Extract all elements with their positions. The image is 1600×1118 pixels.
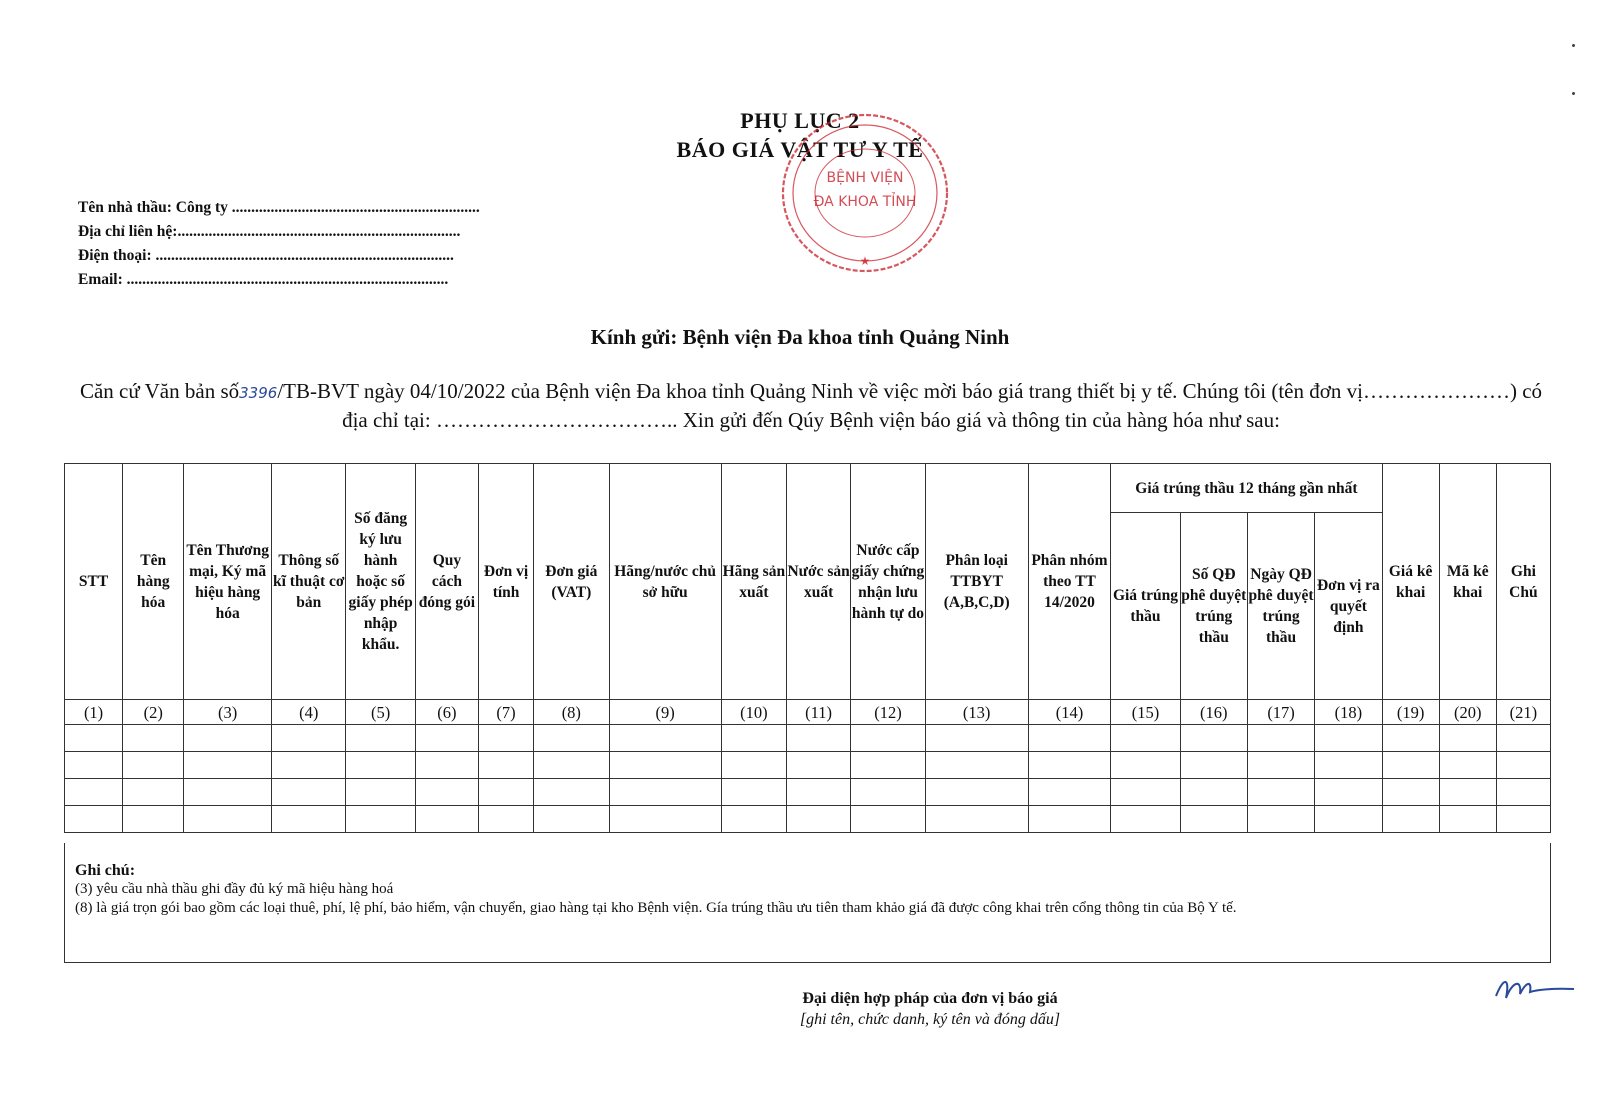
- table-cell: [534, 806, 609, 833]
- table-cell: [346, 725, 415, 752]
- table-cell: [925, 725, 1028, 752]
- col-header: Thông số kĩ thuật cơ bản: [272, 464, 346, 700]
- col-header: Quy cách đóng gói: [415, 464, 478, 700]
- table-cell: [925, 779, 1028, 806]
- table-cell: [1496, 806, 1550, 833]
- quotation-table: [64, 463, 1551, 833]
- intro-paragraph: [76, 378, 1546, 434]
- table-cell: [1439, 779, 1496, 806]
- col-header: Hãng sản xuất: [721, 464, 786, 700]
- col-header: Giá trúng thầu: [1111, 513, 1180, 700]
- col-header: Ghi Chú: [1496, 464, 1550, 700]
- table-cell: [851, 779, 925, 806]
- table-cell: [415, 806, 478, 833]
- table-cell: [184, 725, 272, 752]
- col-index: (15): [1111, 700, 1180, 725]
- table-cell: [479, 806, 534, 833]
- col-header: Hãng/nước chủ sở hữu: [609, 464, 721, 700]
- col-index: (21): [1496, 700, 1550, 725]
- table-cell: [609, 806, 721, 833]
- col-header: Giá kê khai: [1382, 464, 1439, 700]
- col-header: Ngày QĐ phê duyệt trúng thầu: [1247, 513, 1314, 700]
- table-cell: [123, 779, 184, 806]
- table-cell: [786, 806, 850, 833]
- signature-title: Đại diện hợp pháp của đơn vị báo giá: [802, 990, 1058, 1007]
- index-row: [65, 700, 1551, 725]
- table-cell: [1315, 806, 1382, 833]
- table-cell: [1382, 752, 1439, 779]
- table-cell: [1439, 806, 1496, 833]
- contractor-info: [78, 196, 480, 292]
- table-cell: [925, 806, 1028, 833]
- col-index: (6): [415, 700, 478, 725]
- table-cell: [346, 779, 415, 806]
- table-cell: [851, 806, 925, 833]
- col-index: (18): [1315, 700, 1382, 725]
- notes-title: Ghi chú:: [75, 862, 136, 879]
- table-cell: [272, 806, 346, 833]
- stamp-text-top: BỆNH VIỆN: [826, 170, 904, 186]
- table-cell: [786, 779, 850, 806]
- scan-dot: [1572, 92, 1575, 95]
- table-cell: [851, 752, 925, 779]
- table-cell: [184, 779, 272, 806]
- table-cell: [479, 779, 534, 806]
- notes-line: (8) là giá trọn gói bao gồm các loại thuê, phí, lệ phí, bảo hiểm, vận chuyển, giao hàng tại kho Bệnh viện. Gía trúng thầu ưu tiên tham khảo giá đã được công khai trên cổng thông tin của Bộ Y tế.: [75, 900, 1237, 916]
- table-cell: [1247, 752, 1314, 779]
- col-index: (11): [786, 700, 850, 725]
- table-row: [65, 779, 1551, 806]
- handwritten-doc-number: 3396: [239, 384, 278, 402]
- table-cell: [415, 779, 478, 806]
- table-cell: [1180, 725, 1247, 752]
- stamp-text-bottom: ĐA KHOA TỈNH: [813, 194, 917, 210]
- table-cell: [609, 752, 721, 779]
- col-header: Nước sản xuất: [786, 464, 850, 700]
- notes-line: (3) yêu cầu nhà thầu ghi đầy đủ ký mã hiệu hàng hoá: [75, 881, 394, 897]
- table-cell: [272, 725, 346, 752]
- col-index: (13): [925, 700, 1028, 725]
- table-cell: [1028, 806, 1111, 833]
- table-cell: [65, 779, 123, 806]
- table-cell: [1439, 752, 1496, 779]
- col-index: (17): [1247, 700, 1314, 725]
- document-title: BÁO GIÁ VẬT TƯ Y TẾ: [676, 137, 924, 162]
- col-index: (7): [479, 700, 534, 725]
- table-cell: [346, 752, 415, 779]
- table-cell: [1111, 725, 1180, 752]
- group-header: Giá trúng thầu 12 tháng gần nhất: [1111, 464, 1382, 513]
- table-cell: [272, 752, 346, 779]
- notes-box: [64, 843, 1551, 963]
- blank-rows: [65, 725, 1551, 833]
- col-header: Phân nhóm theo TT 14/2020: [1028, 464, 1111, 700]
- col-header: STT: [65, 464, 123, 700]
- col-header: Mã kê khai: [1439, 464, 1496, 700]
- table-cell: [1315, 779, 1382, 806]
- table-cell: [65, 806, 123, 833]
- table-cell: [479, 725, 534, 752]
- table-cell: [1382, 725, 1439, 752]
- svg-text:★: ★: [859, 254, 871, 268]
- table-cell: [609, 725, 721, 752]
- table-cell: [1247, 806, 1314, 833]
- table-cell: [721, 725, 786, 752]
- table-cell: [925, 752, 1028, 779]
- col-index: (16): [1180, 700, 1247, 725]
- table-cell: [184, 752, 272, 779]
- table-cell: [1028, 752, 1111, 779]
- table-cell: [1180, 806, 1247, 833]
- table-cell: [721, 779, 786, 806]
- col-index: (3): [184, 700, 272, 725]
- col-index: (1): [65, 700, 123, 725]
- table-cell: [1496, 779, 1550, 806]
- table-cell: [1180, 752, 1247, 779]
- table-cell: [415, 752, 478, 779]
- table-cell: [786, 752, 850, 779]
- table-cell: [721, 752, 786, 779]
- handwritten-initials: [1492, 968, 1577, 1008]
- table-cell: [1496, 725, 1550, 752]
- contractor-name: Tên nhà thầu: Công ty ................................................................: [78, 199, 480, 216]
- col-header: Tên hàng hóa: [123, 464, 184, 700]
- col-index: (20): [1439, 700, 1496, 725]
- table-cell: [272, 779, 346, 806]
- table-cell: [1315, 725, 1382, 752]
- contractor-address: Địa chỉ liên hệ:.........................................................................: [78, 223, 461, 240]
- table-row: [65, 725, 1551, 752]
- contractor-email: Email: ...................................................................................: [78, 271, 449, 288]
- col-index: (12): [851, 700, 925, 725]
- table-cell: [123, 752, 184, 779]
- table-cell: [1382, 779, 1439, 806]
- col-index: (19): [1382, 700, 1439, 725]
- table-cell: [786, 725, 850, 752]
- col-index: (4): [272, 700, 346, 725]
- col-header: Số QĐ phê duyệt trúng thầu: [1180, 513, 1247, 700]
- scan-dot: [1572, 44, 1575, 47]
- signature-instruction: [ghi tên, chức danh, ký tên và đóng dấu]: [799, 1011, 1061, 1028]
- table-cell: [534, 752, 609, 779]
- table-cell: [1028, 725, 1111, 752]
- table-cell: [1439, 725, 1496, 752]
- col-header: Số đăng ký lưu hành hoặc số giấy phép nhập khẩu.: [346, 464, 415, 700]
- table-row: [65, 806, 1551, 833]
- table-cell: [1111, 806, 1180, 833]
- quotation-table-wrap: [64, 463, 1551, 833]
- table-cell: [1111, 779, 1180, 806]
- table-cell: [415, 725, 478, 752]
- intro-part1: Căn cứ Văn bản số: [79, 379, 240, 403]
- table-cell: [851, 725, 925, 752]
- table-cell: [65, 752, 123, 779]
- table-cell: [479, 752, 534, 779]
- recipient-line: Kính gửi: Bệnh viện Đa khoa tỉnh Quảng Ninh: [590, 325, 1010, 349]
- col-index: (8): [534, 700, 609, 725]
- table-row: [65, 752, 1551, 779]
- intro-part2: /TB-BVT ngày 04/10/2022 của Bệnh viện Đa khoa tỉnh Quảng Ninh về việc mời báo giá trang thiết bị y tế. Chúng tôi (tên đơn vị…………………) có địa chỉ tại: …………………………….. Xin gửi đến Qúy Bệnh viện báo giá và thông tin của hàng hóa như sau:: [277, 379, 1543, 432]
- table-cell: [534, 725, 609, 752]
- col-index: (9): [609, 700, 721, 725]
- table-cell: [1496, 752, 1550, 779]
- table-cell: [1247, 725, 1314, 752]
- table-cell: [1315, 752, 1382, 779]
- hospital-stamp: [770, 105, 960, 275]
- col-header: Phân loại TTBYT (A,B,C,D): [925, 464, 1028, 700]
- table-cell: [346, 806, 415, 833]
- table-cell: [1382, 806, 1439, 833]
- col-header: Nước cấp giấy chứng nhận lưu hành tự do: [851, 464, 925, 700]
- table-cell: [721, 806, 786, 833]
- col-index: (2): [123, 700, 184, 725]
- table-cell: [609, 779, 721, 806]
- table-cell: [1247, 779, 1314, 806]
- table-cell: [1180, 779, 1247, 806]
- col-index: (10): [721, 700, 786, 725]
- col-header: Tên Thương mại, Ký mã hiệu hàng hóa: [184, 464, 272, 700]
- col-index: (14): [1028, 700, 1111, 725]
- col-header: Đơn vị ra quyết định: [1315, 513, 1382, 700]
- col-header: Đơn vị tính: [479, 464, 534, 700]
- col-header: Đơn giá (VAT): [534, 464, 609, 700]
- table-cell: [65, 725, 123, 752]
- table-cell: [123, 725, 184, 752]
- table-cell: [1028, 779, 1111, 806]
- table-cell: [184, 806, 272, 833]
- table-cell: [1111, 752, 1180, 779]
- table-cell: [534, 779, 609, 806]
- col-index: (5): [346, 700, 415, 725]
- contractor-phone: Điện thoại: .............................................................................: [78, 247, 454, 264]
- table-cell: [123, 806, 184, 833]
- appendix-title: PHỤ LỤC 2: [740, 108, 860, 133]
